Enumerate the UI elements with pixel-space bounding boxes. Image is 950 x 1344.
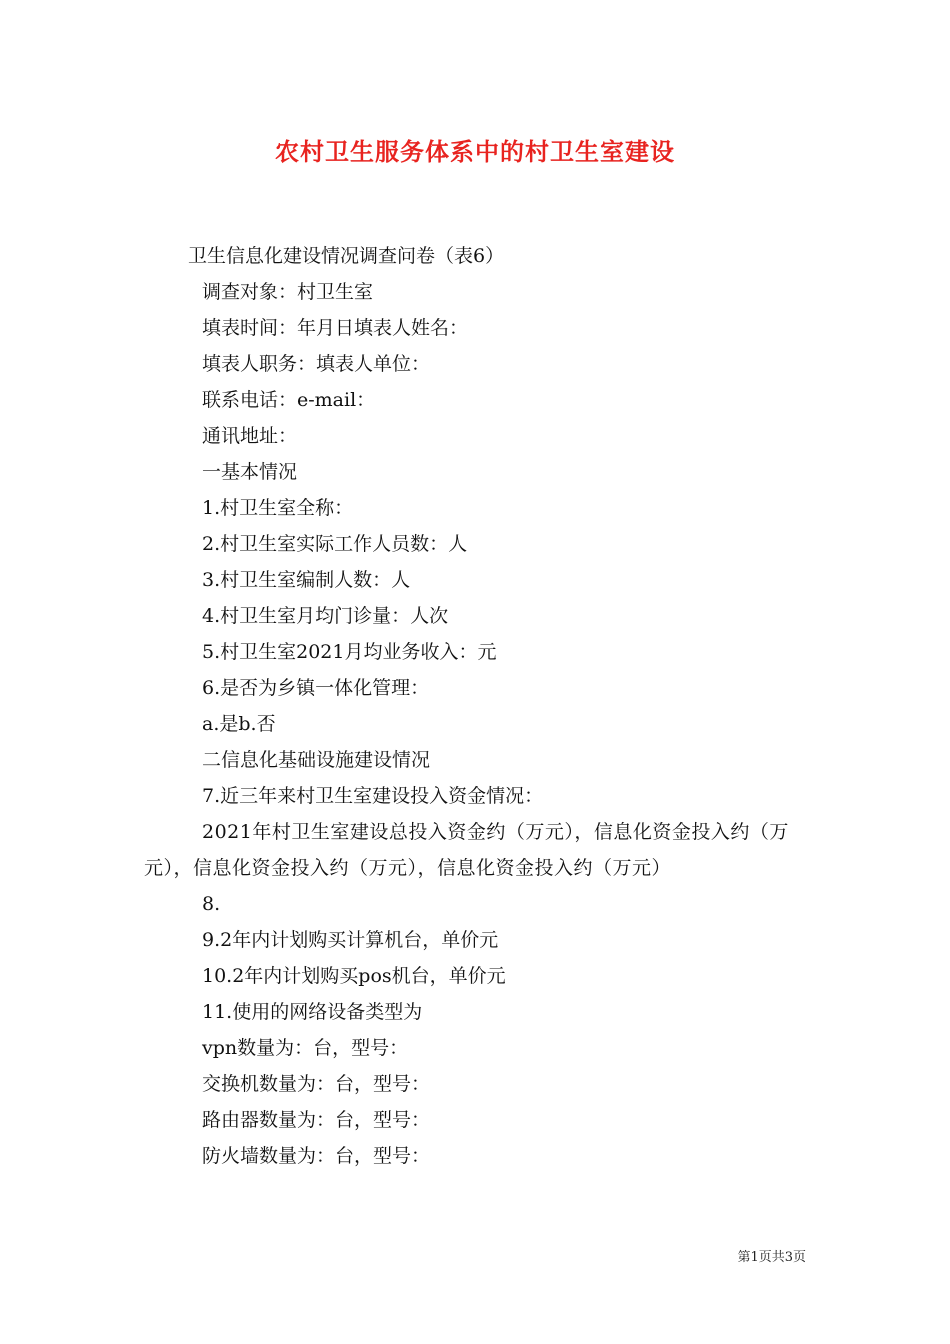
question-6: 6.是否为乡镇一体化管理：: [202, 677, 430, 699]
question-10: 10.2年内计划购买pos机台，单价元: [202, 965, 506, 987]
question-2: 2.村卫生室实际工作人员数：人: [202, 533, 468, 555]
question-7: 7.近三年来村卫生室建设投入资金情况：: [202, 785, 544, 807]
question-11: 11.使用的网络设备类型为: [202, 1001, 423, 1023]
question-9: 9.2年内计划购买计算机台，单价元: [202, 929, 499, 951]
question-3: 3.村卫生室编制人数：人: [202, 569, 411, 591]
fill-time-line: 填表时间：年月日填表人姓名：: [202, 317, 469, 339]
document-body: [144, 238, 814, 1174]
question-5: 5.村卫生室2021月均业务收入：元: [202, 641, 497, 663]
section-infrastructure: 二信息化基础设施建设情况: [202, 749, 431, 771]
section-basic-info: 一基本情况: [202, 461, 298, 483]
document-title: 农村卫生服务体系中的村卫生室建设: [275, 137, 675, 166]
investment-paragraph: 2021年村卫生室建设总投入资金约（万元），信息化资金投入约（万元），信息化资金投入约（万元），信息化资金投入约（万元）: [144, 821, 789, 879]
position-unit-line: 填表人职务：填表人单位：: [202, 353, 431, 375]
contact-line: 联系电话：e-mail：: [202, 389, 376, 411]
survey-heading: 卫生信息化建设情况调查问卷（表6）: [188, 245, 505, 267]
firewall-line: 防火墙数量为：台，型号：: [202, 1145, 431, 1167]
question-8: 8.: [202, 893, 221, 915]
vpn-line: vpn数量为：台，型号：: [202, 1037, 409, 1059]
router-line: 路由器数量为：台，型号：: [202, 1109, 431, 1131]
page-number: 第1页共3页: [737, 1250, 806, 1265]
question-6-options: a.是b.否: [202, 713, 276, 735]
question-4: 4.村卫生室月均门诊量：人次: [202, 605, 449, 627]
switch-line: 交换机数量为：台，型号：: [202, 1073, 431, 1095]
survey-target: 调查对象：村卫生室: [202, 281, 374, 303]
question-1: 1.村卫生室全称：: [202, 497, 354, 519]
address-line: 通讯地址：: [202, 425, 298, 447]
